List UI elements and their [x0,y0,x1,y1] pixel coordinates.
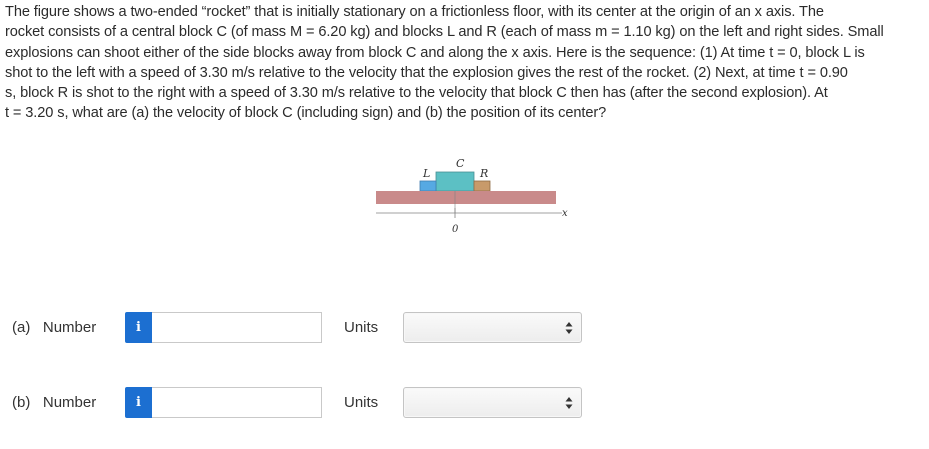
answer-a-number-label: Number [42,319,97,336]
units-label-a: Units [344,319,379,336]
x-axis-label: x [562,208,568,219]
rocket-diagram [370,150,570,240]
answer-b-part: (b) [12,394,31,411]
units-select-a[interactable] [403,312,582,343]
problem-line-4: shot to the left with a speed of 3.30 m/s relative to the velocity that the explosion gives the rest of the rocket. (2) Next, at time t = 0.90 [5,64,848,81]
origin-label: 0 [452,224,459,235]
info-icon[interactable]: i [125,387,152,418]
select-arrows-icon [565,396,573,410]
answer-b-label [12,394,96,411]
units-label-b: Units [344,394,379,411]
block-l-label: L [423,167,431,180]
number-input-a[interactable] [152,312,322,343]
units-select-b[interactable] [403,387,582,418]
problem-line-3: explosions can shoot either of the side blocks away from block C and along the x axis. Here is the sequence: (1) At time t = 0, block L is [5,44,865,61]
answer-a-part: (a) [12,319,31,336]
block-l [420,181,436,191]
problem-line-6: t = 3.20 s, what are (a) the velocity of block C (including sign) and (b) the position of its center? [5,105,607,122]
answer-row-a [0,312,929,344]
problem-line-2: rocket consists of a central block C (of mass M = 6.20 kg) and blocks L and R (each of mass m = 1.10 kg) on the left and right sides. Small [5,24,884,41]
block-r [474,181,490,191]
problem-line-5: s, block R is shot to the right with a speed of 3.30 m/s relative to the velocity that block C then has (after the second explosion). At [5,85,828,102]
select-arrows-icon [565,321,573,335]
block-c [436,172,474,191]
answer-a-label [12,319,96,336]
problem-statement [5,2,925,124]
rocket-figure [370,150,570,240]
number-input-b[interactable] [152,387,322,418]
answer-b-number-label: Number [42,394,97,411]
problem-line-1: The figure shows a two-ended “rocket” that is initially stationary on a frictionless floor, with its center at the origin of an x axis. The [5,4,824,20]
block-r-label: R [480,167,489,180]
info-icon[interactable]: i [125,312,152,343]
floor [376,191,556,204]
answer-row-b [0,387,929,419]
block-c-label: C [456,157,465,170]
